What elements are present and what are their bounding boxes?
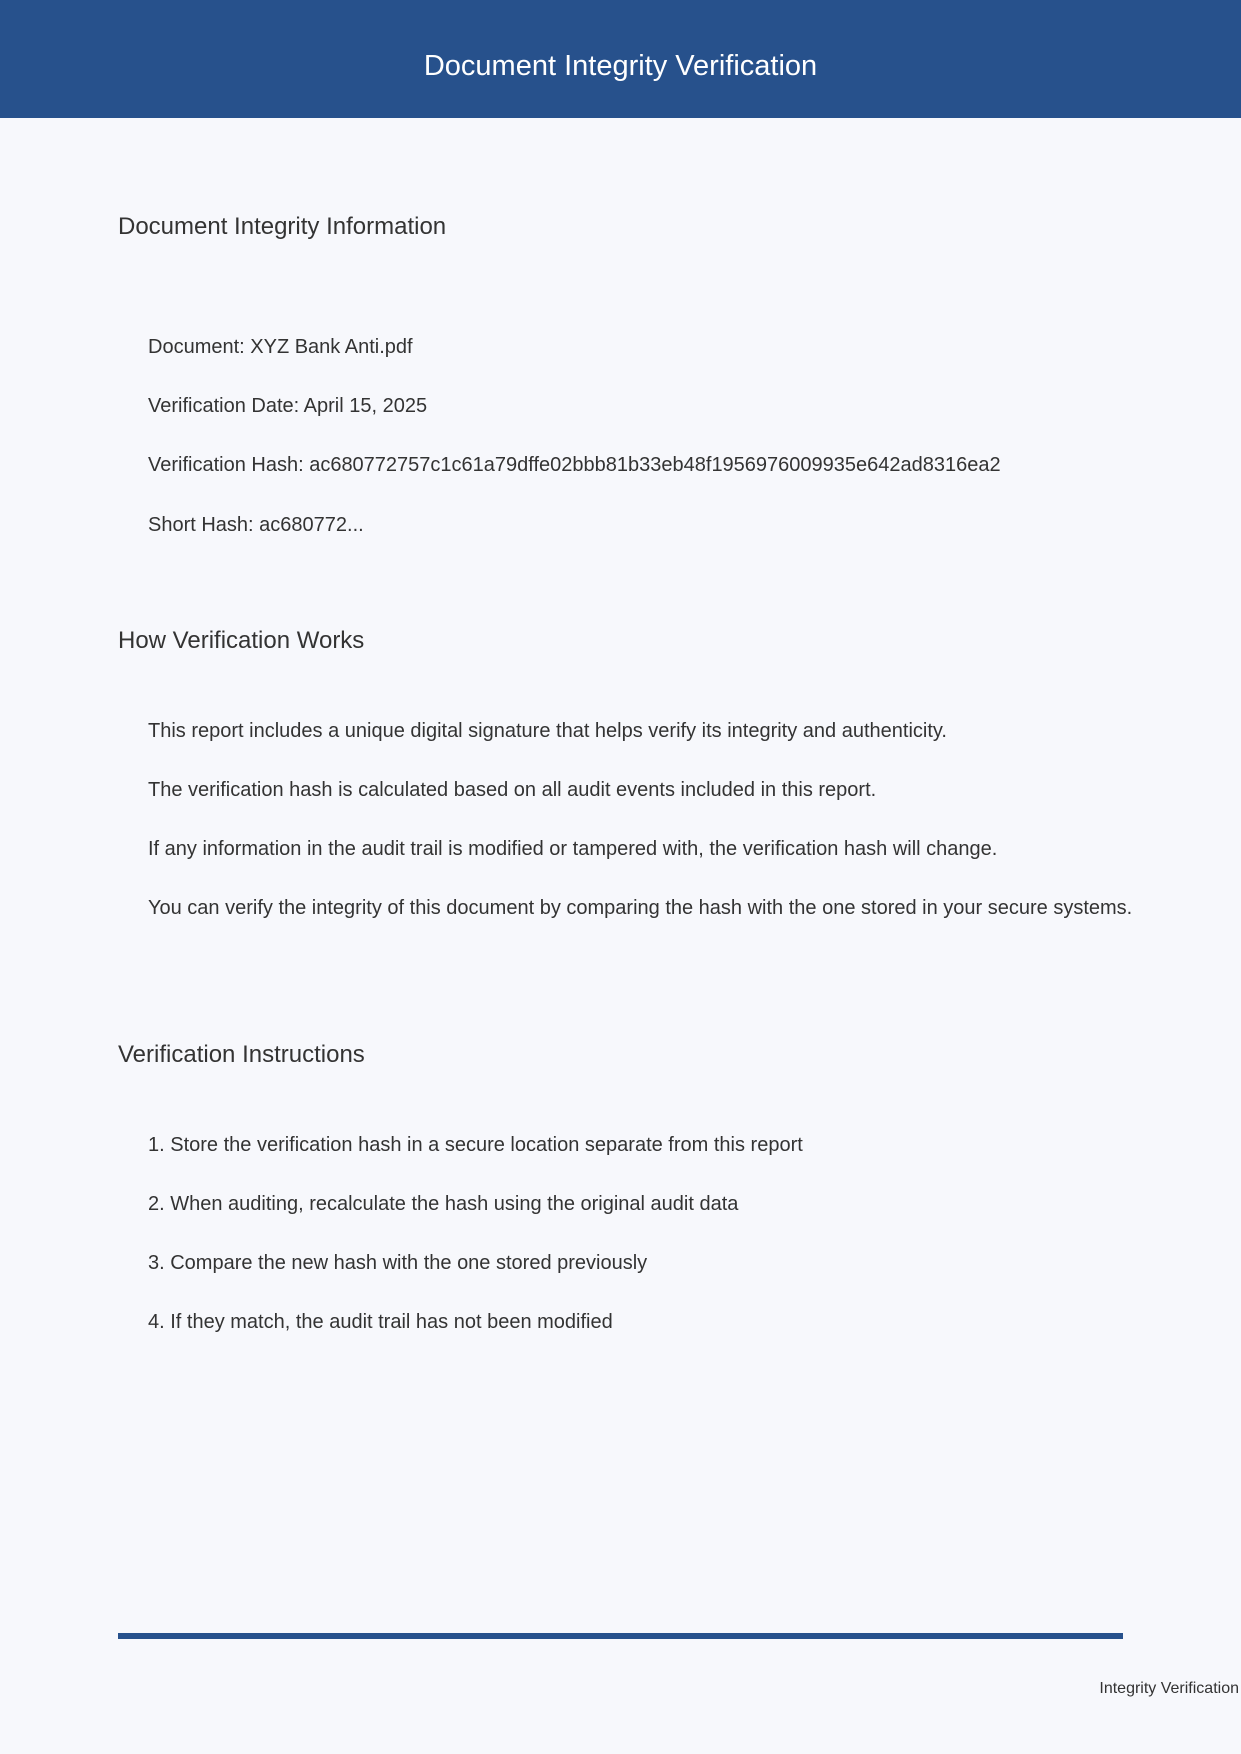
instruction-step: 1. Store the verification hash in a secure location separate from this report xyxy=(148,1134,803,1156)
verification-instructions-heading: Verification Instructions xyxy=(118,1041,365,1068)
page-title: Document Integrity Verification xyxy=(423,50,818,82)
how-it-works-paragraph: This report includes a unique digital signature that helps verify its integrity and authenticity. xyxy=(148,720,947,742)
integrity-info-heading: Document Integrity Information xyxy=(118,213,447,240)
verification-hash-line: Verification Hash: ac680772757c1c61a79dffe02bbb81b33eb48f1956976009935e642ad8316ea2 xyxy=(148,454,1001,476)
page-header xyxy=(0,0,1241,118)
instruction-step: 4. If they match, the audit trail has not been modified xyxy=(148,1311,613,1333)
verification-date-line: Verification Date: April 15, 2025 xyxy=(148,395,428,417)
how-verification-works-heading: How Verification Works xyxy=(118,627,365,654)
document-name-line: Document: XYZ Bank Anti.pdf xyxy=(148,336,413,358)
short-hash-line: Short Hash: ac680772... xyxy=(148,514,364,536)
footer-label: Integrity Verification xyxy=(1099,1680,1239,1697)
instruction-step: 3. Compare the new hash with the one stored previously xyxy=(148,1252,648,1274)
footer-divider xyxy=(118,1633,1123,1639)
how-it-works-paragraph: The verification hash is calculated based on all audit events included in this report. xyxy=(148,779,877,801)
instruction-step: 2. When auditing, recalculate the hash using the original audit data xyxy=(148,1193,739,1215)
how-it-works-paragraph: If any information in the audit trail is modified or tampered with, the verification hash will change. xyxy=(148,838,998,860)
how-it-works-paragraph: You can verify the integrity of this document by comparing the hash with the one stored in your secure systems. xyxy=(148,897,1133,919)
